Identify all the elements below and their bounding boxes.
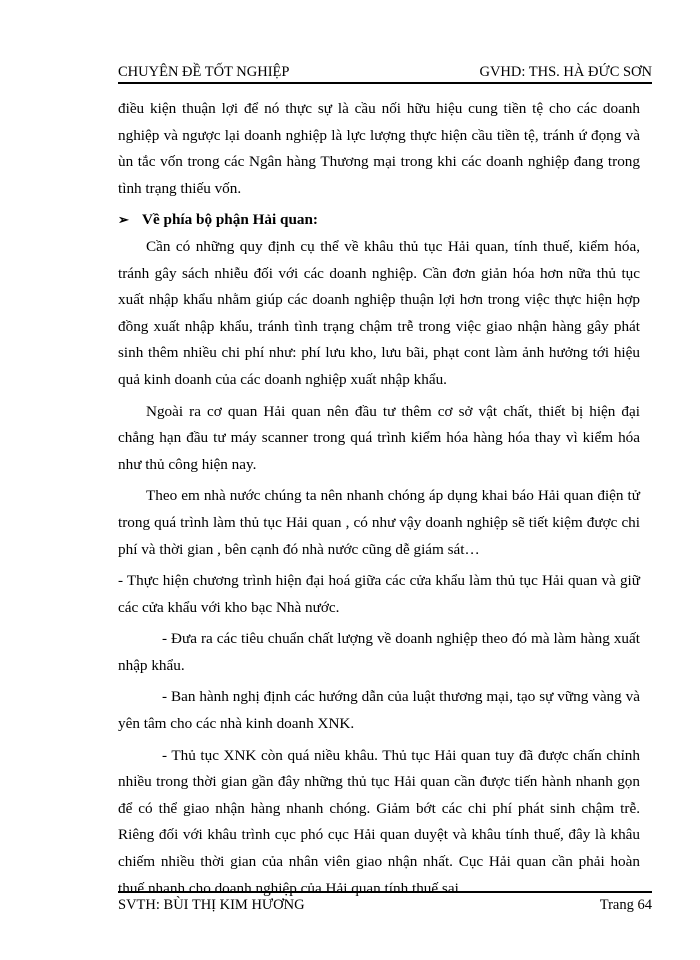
- header-left-title: CHUYÊN ĐỀ TỐT NGHIỆP: [118, 64, 290, 80]
- section-heading: [118, 207, 640, 234]
- paragraph: Ngoài ra cơ quan Hải quan nên đầu tư thêm cơ sở vật chất, thiết bị hiện đại chẳng hạn đầu tư máy scanner trong quá trình kiểm hóa hàng hóa thay vì kiểm hóa như thủ công hiện nay.: [118, 402, 640, 473]
- header-advisor: GVHD: THS. HÀ ĐỨC SƠN: [479, 64, 652, 80]
- arrow-bullet-icon: ➢: [118, 212, 129, 228]
- list-item: - Ban hành nghị định các hướng dẫn của luật thương mại, tạo sự vững vàng và yên tâm cho các nhà kinh doanh XNK.: [118, 688, 640, 733]
- page-number: Trang 64: [599, 897, 652, 913]
- page-body: [118, 96, 640, 902]
- list-item: - Thực hiện chương trình hiện đại hoá giữa các cửa khẩu làm thủ tục Hải quan và giữ các cửa khẩu với kho bạc Nhà nước.: [118, 572, 640, 616]
- list-item: - Đưa ra các tiêu chuẩn chất lượng về doanh nghiệp theo đó mà làm hàng xuất nhập khẩu.: [118, 630, 640, 674]
- page-footer: [118, 897, 652, 919]
- section-heading-text: Về phía bộ phận Hải quan:: [142, 211, 318, 229]
- paragraph: Theo em nhà nước chúng ta nên nhanh chóng áp dụng khai báo Hải quan điện tử trong quá trình làm thủ tục Hải quan , có như vậy doanh nghiệp sẽ tiết kiệm được chi phí và thời gian , bên cạnh đó nhà nước cũng dễ giám sát…: [118, 487, 640, 558]
- paragraph: Cần có những quy định cụ thể về khâu thủ tục Hải quan, tính thuế, kiểm hóa, tránh gây sách nhiễu đối với các doanh nghiệp. Cần đơn giản hóa hơn nữa thủ tục xuất nhập khẩu nhằm giúp các doanh nghiệp thuận lợi hơn trong việc thực hiện hợp đồng xuất nhập khẩu, tránh tình trạng chậm trễ trong việc giao nhận hàng gây phát sinh thêm nhiều chi phí như: phí lưu kho, lưu bãi, phạt cont làm ảnh hưởng tới hiệu quả kinh doanh của các doanh nghiệp xuất nhập khẩu.: [118, 237, 640, 388]
- header-rule: [118, 82, 652, 84]
- paragraph: điều kiện thuận lợi để nó thực sự là cầu nối hữu hiệu cung tiền tệ cho các doanh nghiệp và ngược lại doanh nghiệp là lực lượng thực hiện cầu tiền tệ, tránh ứ đọng và ùn tắc vốn trong các Ngân hàng Thương mại trong khi các doanh nghiệp đang trong tình trạng thiếu vốn.: [118, 100, 640, 197]
- footer-author: SVTH: BÙI THỊ KIM HƯƠNG: [118, 897, 305, 913]
- list-item: - Thủ tục XNK còn quá niều khâu. Thủ tục Hải quan tuy đã được chấn chỉnh nhiều trong thời gian gần đây những thủ tục Hải quan cần được tiến hành nhanh gọn để có thể giao nhận hàng nhanh chóng. Giảm bớt các chi phí phát sinh chậm trễ. Riêng đối với khâu trình cục phó cục Hải quan duyệt và khâu tính thuế, đây là khâu chiếm nhiều thời gian của nhân viên giao nhận nhất. Cục Hải quan cần phải hoàn thuế nhanh cho doanh nghiệp của Hải quan tính thuế sai: [118, 746, 640, 897]
- footer-rule: [118, 891, 652, 893]
